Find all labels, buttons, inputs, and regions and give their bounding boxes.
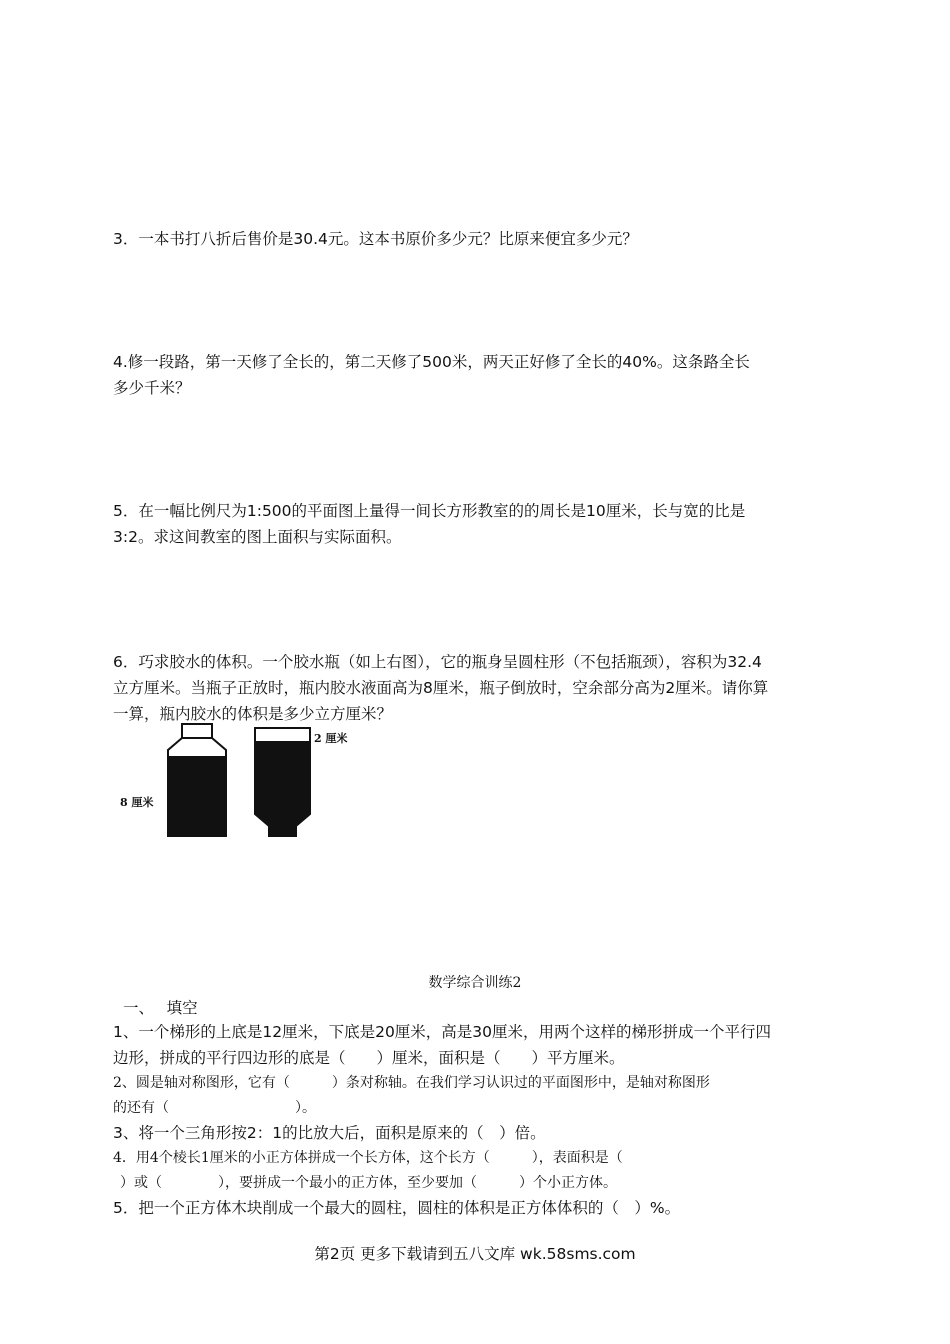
question-4-line-1: 4．用4个棱长1厘米的小正方体拼成一个长方体，这个长方（ ），表面积是（ [113,1150,623,1166]
question-3: 3、将一个三角形按2：1的比放大后，面积是原来的（ ）倍。 [113,1124,546,1142]
label-2cm: 2 厘米 [314,732,348,745]
question-5: 5．把一个正方体木块削成一个最大的圆柱，圆柱的体积是正方体体积的（ ）%。 [113,1199,681,1217]
question-1-line-2: 边形，拼成的平行四边形的底是（ ）厘米，面积是（ ）平方厘米。 [113,1049,625,1067]
problem-4-line-2: 多少千米？ [113,379,191,397]
question-1-line-1: 1、一个梯形的上底是12厘米，下底是20厘米，高是30厘米，用两个这样的梯形拼成一个平行四 [113,1023,772,1041]
section-heading: 一、 填空 [123,999,198,1017]
problem-3: 3．一本书打八折后售价是30.4元。这本书原价多少元？比原来便宜多少元？ [113,230,638,248]
inverted-bottle [255,728,310,836]
problem-4-line-1: 4.修一段路，第一天修了全长的，第二天修了500米，两天正好修了全长的40%。这条路全长 [113,353,750,371]
question-2-line-1: 2、圆是轴对称图形，它有（ ）条对称轴。在我们学习认识过的平面图形中，是轴对称图形 [113,1075,710,1091]
problem-6-line-3: 一算，瓶内胶水的体积是多少立方厘米？ [113,705,393,723]
label-8cm: 8 厘米 [120,796,154,809]
question-4-line-2: ）或（ ），要拼成一个最小的正方体，至少要加（ ）个小正方体。 [120,1175,617,1191]
problem-5-line-2: 3:2。求这间教室的图上面积与实际面积。 [113,528,402,546]
page-footer: 第2页 更多下载请到五八文库 wk.58sms.com [314,1245,636,1263]
upright-bottle [168,724,226,836]
question-2-line-2: 的还有（ ）。 [113,1100,316,1116]
problem-6-line-1: 6．巧求胶水的体积。一个胶水瓶（如上右图），它的瓶身呈圆柱形（不包括瓶颈），容积为32.4 [113,653,762,671]
problem-6-line-2: 立方厘米。当瓶子正放时，瓶内胶水液面高为8厘米，瓶子倒放时，空余部分高为2厘米。请你算 [113,679,769,697]
section-title: 数学综合训练2 [428,975,522,991]
glue-bottle-figure [112,722,348,840]
problem-5-line-1: 5．在一幅比例尺为1:500的平面图上量得一间长方形教室的的周长是10厘米，长与宽的比是 [113,502,746,520]
